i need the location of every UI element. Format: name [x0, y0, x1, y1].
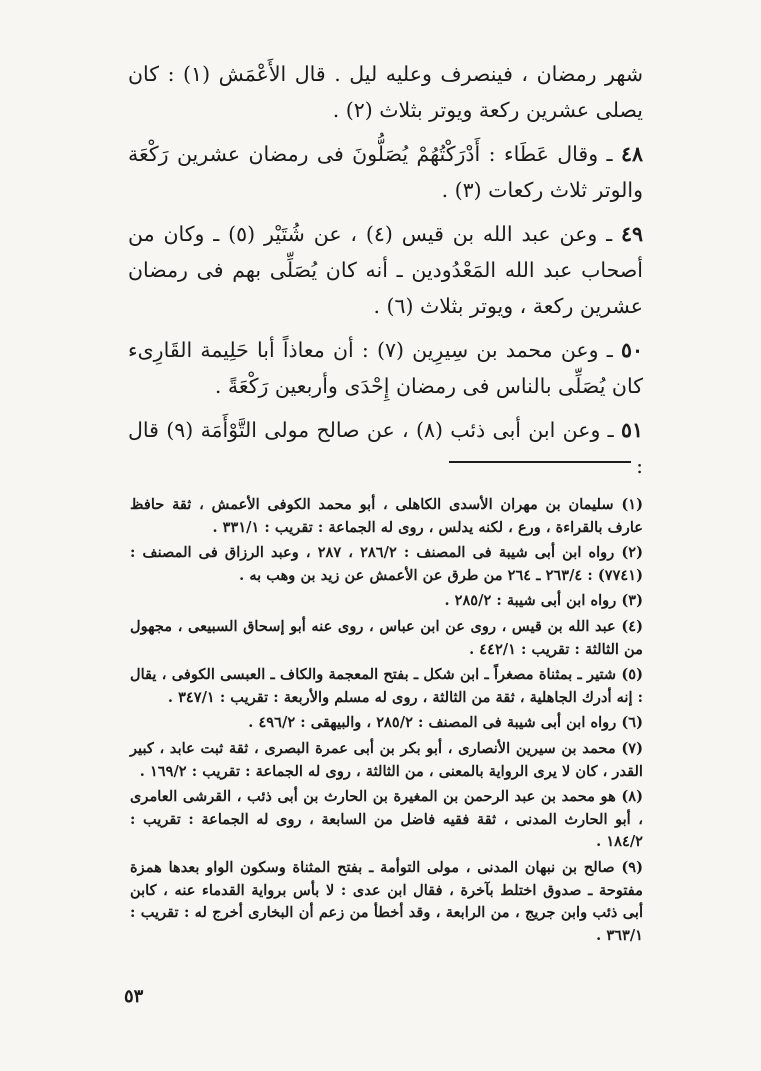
footnote-5: (٥) شتير ـ بمثناة مصغراً ـ ابن شكل ـ بفتح المعجمة والكاف ـ العبسى الكوفى ، يقال : إنه أدرك الجاهلية ، ثقة من الثالثة ، روى له مسلم والأربعة : تقريب : ٣٤٧/١ . — [130, 666, 643, 706]
entry-51 — [128, 412, 643, 484]
footnote-9: (٩) صالح بن نبهان المدنى ، مولى التوأمة ـ بفتح المثناة وسكون الواو بعدها همزة مفتوحة ـ صدوق اختلط بآخرة ، فقال ابن عدى : لا بأس برواية القدماء عنه ، كابن أبى ذئب وابن جريج ، من الرابعة ، وقد أخطأ من زعم أن البخارى أخرج له : تقريب : ٣٦٣/١ . — [130, 858, 643, 944]
entry-number: ٥٠ — [620, 338, 643, 362]
entry-text: ـ وعن محمد بن سِيرِين (٧) : أن معاذاً أبا حَلِيمة القَارِىء كان يُصَلِّى بالناس فى رمضان إِحْدَى وأربعين رَكْعَةً . — [128, 338, 643, 398]
entry-text: ـ وعن ابن أبى ذئب (٨) ، عن صالح مولى التَّوْأَمَة (٩) قال : — [128, 418, 643, 478]
entry-number: ٤٨ — [620, 142, 643, 166]
footnote-3: (٣) رواه ابن أبى شيبة : ٢٨٥/٢ . — [444, 592, 643, 610]
entry-48 — [128, 136, 643, 208]
page-number: ٥٣ — [124, 986, 144, 1007]
entry-50 — [128, 332, 643, 404]
footnote-1: (١) سليمان بن مهران الأسدى الكاهلى ، أبو محمد الكوفى الأعمش ، ثقة حافظ عارف بالقراءة ، ورع ، لكنه يدلس ، روى له الجماعة : تقريب : ٣٣١/١ . — [130, 496, 643, 536]
entry-number: ٤٩ — [620, 222, 643, 246]
intro-paragraph: شهر رمضان ، فينصرف وعليه ليل . قال الأَعْمَش (١) : كان يصلى عشرين ركعة ويوتر بثلاث (٢) . — [128, 62, 643, 122]
footnote-4: (٤) عبد الله بن قيس ، روى عن ابن عباس ، روى عنه أبو إسحاق السبيعى ، مجهول من الثالثة : تقريب : ٤٤٢/١ . — [130, 617, 643, 658]
main-text — [128, 56, 643, 484]
entry-text: ـ وعن عبد الله بن قيس (٤) ، عن شُتَيْر (٥) ـ وكان من أصحاب عبد الله المَعْدُودين ـ أنه كان يُصَلِّى بهم فى رمضان عشرين ركعة ، ويوتر بثلاث (٦) . — [128, 222, 643, 318]
footnote-6: (٦) رواه ابن أبى شيبة فى المصنف : ٢٨٥/٢ ، والبيهقى : ٤٩٦/٢ . — [248, 714, 643, 732]
footnote-7: (٧) محمد بن سيرين الأنصارى ، أبو بكر بن أبى عمرة البصرى ، ثقة ثبت عابد ، كبير القدر ، كان لا يرى الرواية بالمعنى ، من الثالثة ، روى له الجماعة : تقريب : ١٦٩/٢ . — [130, 739, 643, 780]
footnote-8: (٨) هو محمد بن عبد الرحمن بن المغيرة بن الحارث بن أبى ذئب ، القرشى العامرى ، أبو الحارث المدنى ، ثقة فقيه فاضل من السابعة ، روى له الجماعة : تقريب : ١٨٤/٢ . — [130, 788, 643, 851]
footnote-2: (٢) رواه ابن أبى شيبة فى المصنف : ٢٨٦/٢ ، ٢٨٧ ، وعبد الرزاق فى المصنف : (٧٧٤١) : ٢٦٣/٤ ـ ٢٦٤ من طرق عن الأعمش عن زيد بن وهب به . — [130, 544, 644, 584]
entry-49 — [128, 216, 643, 324]
footnote-separator — [449, 461, 631, 463]
footnotes — [130, 494, 643, 950]
entry-text: ـ وقال عَطَاء : أَدْرَكْتُهُمْ يُصَلُّونَ فى رمضان عشرين رَكْعَة والوتر ثلاث ركعات (٣) . — [128, 142, 643, 202]
entry-number: ٥١ — [620, 418, 643, 442]
